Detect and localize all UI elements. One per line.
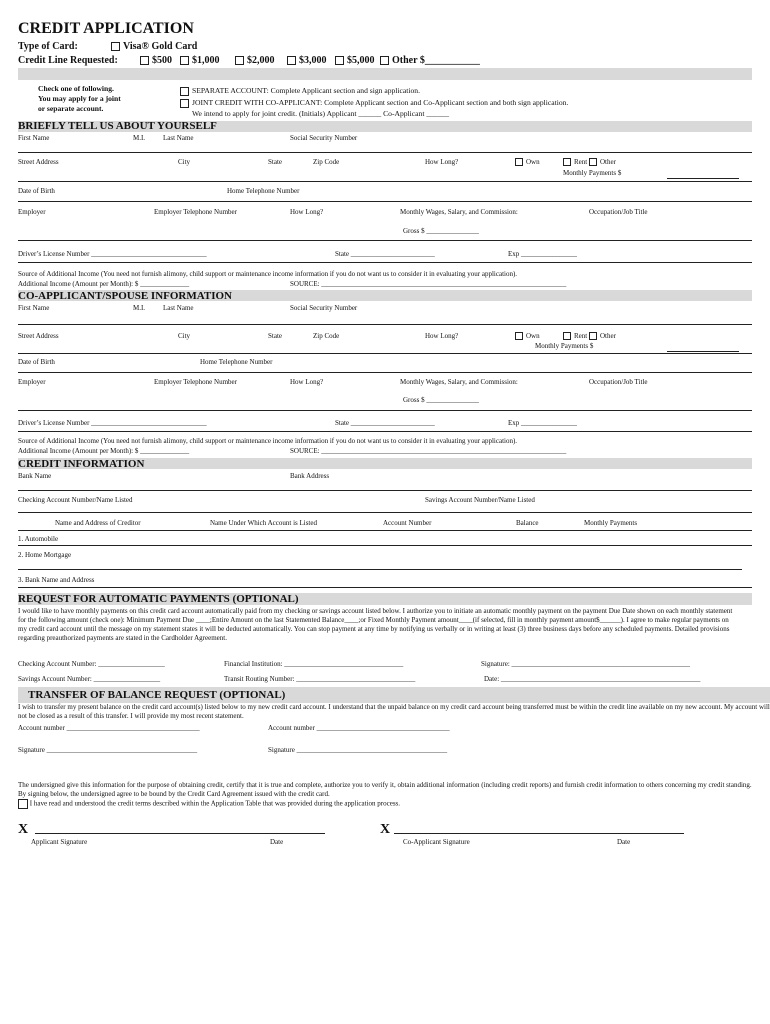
divider [18, 512, 752, 513]
applicant-signature-label: Applicant Signature [31, 838, 88, 846]
credit-row-1: 1. Automobile [18, 535, 59, 543]
rent-option[interactable]: Rent [563, 158, 587, 166]
divider [18, 262, 752, 263]
dob-label: Date of Birth [18, 187, 55, 195]
coapp-employer-label: Employer [18, 378, 46, 386]
autopay-date-field[interactable]: Date: _________________________________________________________ [484, 675, 701, 683]
coapp-home-phone-label: Home Telephone Number [200, 358, 273, 366]
employer-phone-label: Employer Telephone Number [154, 208, 237, 216]
coapp-additional-source-text: Source of Additional Income (You need not furnish alimony, child support or maintenance income information if you do not want us to consider it in evaluating your application). [18, 437, 518, 445]
credit-line-label: Credit Line Requested: [18, 55, 118, 66]
coapp-exp-field[interactable]: Exp ________________ [508, 419, 578, 427]
divider [18, 152, 752, 153]
coapp-date-label: Date [617, 838, 631, 846]
acknowledgement-option[interactable]: I have read and understood the credit terms described within the Application Table that was provided during the application process. [18, 799, 400, 809]
transfer-account-2[interactable]: Account number ______________________________________ [268, 724, 450, 732]
coapp-zip-label: Zip Code [313, 332, 340, 340]
coapp-other-option[interactable]: Other [589, 332, 616, 340]
state-label: State [268, 158, 282, 166]
last-name-label: Last Name [163, 134, 194, 142]
divider [18, 545, 752, 546]
credit-line-2000[interactable]: $2,000 [235, 55, 275, 66]
joint-intend-text: We intend to apply for joint credit. (Initials) Applicant ______ Co-Applicant ______ [192, 109, 450, 118]
divider [18, 372, 752, 373]
monthly-payments-label: Monthly Payments $ [563, 169, 622, 177]
how-long-label: How Long? [425, 158, 459, 166]
monthly-wages-label: Monthly Wages, Salary, and Commission: [400, 208, 518, 216]
divider [18, 353, 752, 354]
occupation-label: Occupation/Job Title [589, 208, 648, 216]
credit-line-5000[interactable]: $5,000 [335, 55, 375, 66]
coapp-gross-field[interactable]: Gross $ _______________ [403, 396, 479, 404]
coapp-x-mark: X [380, 822, 391, 837]
page-title: CREDIT APPLICATION [18, 20, 194, 37]
employer-label: Employer [18, 208, 46, 216]
credit-header: CREDIT INFORMATION [18, 458, 145, 470]
col-creditor: Name and Address of Creditor [55, 519, 141, 527]
acknowledgement-checkbox[interactable] [18, 799, 28, 809]
own-option[interactable]: Own [515, 158, 540, 166]
col-name-listed: Name Under Which Account is Listed [210, 519, 317, 527]
coapp-rent-option[interactable]: Rent [563, 332, 587, 340]
additional-source-text: Source of Additional Income (You need not furnish alimony, child support or maintenance income information if you do not want us to consider it in evaluating your application). [18, 270, 518, 278]
how-long-employer-label: How Long? [290, 208, 324, 216]
joint-account-option[interactable]: JOINT CREDIT WITH CO-APPLICANT: Complete Applicant section and Co-Applicant section and both sign application. [180, 98, 568, 108]
autopay-institution-field[interactable]: Financial Institution: __________________________________ [224, 660, 404, 668]
autopay-routing-field[interactable]: Transit Routing Number: __________________________________ [224, 675, 416, 683]
coapp-first-name-label: First Name [18, 304, 50, 312]
coapp-last-name-label: Last Name [163, 304, 194, 312]
coapp-street-label: Street Address [18, 332, 59, 340]
coapp-how-long-employer-label: How Long? [290, 378, 324, 386]
transfer-signature-2[interactable]: Signature ___________________________________________ [268, 746, 448, 754]
credit-line-500[interactable]: $500 [140, 55, 172, 66]
ssn-label: Social Security Number [290, 134, 358, 142]
credit-line-other[interactable]: Other $___________ [380, 55, 480, 66]
first-name-label: First Name [18, 134, 50, 142]
coapp-city-label: City [178, 332, 191, 340]
section-band [18, 68, 752, 80]
city-label: City [178, 158, 191, 166]
transfer-signature-1[interactable]: Signature ___________________________________________ [18, 746, 198, 754]
street-label: Street Address [18, 158, 59, 166]
divider [18, 240, 752, 241]
coapp-state-label: State [268, 332, 282, 340]
other-option[interactable]: Other [589, 158, 616, 166]
col-account-number: Account Number [383, 519, 432, 527]
autopay-savings-field[interactable]: Savings Account Number: ___________________ [18, 675, 161, 683]
applicant-date-label: Date [270, 838, 284, 846]
divider [18, 431, 752, 432]
card-type-option[interactable]: Visa® Gold Card [111, 41, 197, 52]
divider [18, 410, 752, 411]
coapp-signature-label: Co-Applicant Signature [403, 838, 470, 846]
certification-text: The undersigned give this information for the purpose of obtaining credit, certify that it is true and complete, authorize you to verify it, obtain additional information (including credit reports) and furnish credit information to others concerning my credit standing. By signing below, the undersigned agree to be bound by the Credit Card Agreement issued with the credit card. [18, 781, 752, 798]
additional-income-field[interactable]: Additional Income (Amount per Month): $ ______________ [18, 280, 190, 288]
transfer-header: TRANSFER OF BALANCE REQUEST (OPTIONAL) [28, 689, 286, 701]
separate-account-option[interactable]: SEPARATE ACCOUNT: Complete Applicant section and sign application. [180, 86, 420, 96]
card-type-label: Type of Card: [18, 41, 78, 52]
coapp-mi-label: M.I. [133, 304, 146, 312]
mi-label: M.I. [133, 134, 146, 142]
col-monthly-payments: Monthly Payments [584, 519, 638, 527]
applicant-x-mark: X [18, 822, 29, 837]
coapp-monthly-payments-line [667, 351, 739, 352]
divider [18, 530, 752, 531]
coapp-drivers-license-field[interactable]: Driver’s License Number _________________________________ [18, 419, 207, 427]
coapp-dob-label: Date of Birth [18, 358, 55, 366]
coapp-monthly-wages-label: Monthly Wages, Salary, and Commission: [400, 378, 518, 386]
zip-label: Zip Code [313, 158, 340, 166]
gross-field[interactable]: Gross $ _______________ [403, 227, 479, 235]
col-balance: Balance [516, 519, 539, 527]
divider [18, 324, 752, 325]
credit-line-3000[interactable]: $3,000 [287, 55, 327, 66]
autopay-text: I would like to have monthly payments on this credit card account automatically paid from my checking or savings account listed below. I authorize you to initiate an automatic monthly payment on the payment Due Date shown on each monthly statement for the following amount (check one): Minimum Payment Due ____;Entire Amount on the last Statemented Balance____;or Fixed Monthly Payment amount____(if selected, fill in monthly payment amount$______). I agree to make regular payments on my credit card account until the message on my statement states it will be deducted automatically. You can stop payment at any time by notifying us verbally or in writing at least (3) three business days before any scheduled payments. Detailed provisions regarding preauthorized payments are stated in the Cardholder Agreement. [18, 607, 733, 642]
source-field[interactable]: SOURCE: ______________________________________________________________________ [290, 280, 567, 288]
credit-row-3: 3. Bank Name and Address [18, 576, 95, 584]
divider [18, 201, 752, 202]
coapp-ssn-label: Social Security Number [290, 304, 358, 312]
divider [18, 587, 752, 588]
coapp-source-field[interactable]: SOURCE: ______________________________________________________________________ [290, 447, 567, 455]
coapp-occupation-label: Occupation/Job Title [589, 378, 648, 386]
transfer-account-1[interactable]: Account number ______________________________________ [18, 724, 200, 732]
home-phone-label: Home Telephone Number [227, 187, 300, 195]
instruction-2: You may apply for a joint [38, 94, 121, 103]
transfer-text: I wish to transfer my present balance on the credit card account(s) listed below to my new credit card account. I understand that the unpaid balance on my credit card account being transferred must be within the credit line available on my new account. My account will not be closed as a result of this transfer. I will provide my most recent statement. [18, 703, 770, 720]
coapp-how-long-label: How Long? [425, 332, 459, 340]
drivers-license-field[interactable]: Driver’s License Number _________________________________ [18, 250, 207, 258]
coapp-monthly-payments-label: Monthly Payments $ [535, 342, 594, 350]
autopay-checking-field[interactable]: Checking Account Number: ___________________ [18, 660, 165, 668]
credit-row-2: 2. Home Mortgage [18, 551, 72, 559]
instruction-1: Check one of following. [38, 84, 114, 93]
credit-line-1000[interactable]: $1,000 [180, 55, 220, 66]
checking-label: Checking Account Number/Name Listed [18, 496, 133, 504]
autopay-header: REQUEST FOR AUTOMATIC PAYMENTS (OPTIONAL) [18, 593, 299, 605]
monthly-payments-line [667, 178, 739, 179]
coapp-header: CO-APPLICANT/SPOUSE INFORMATION [18, 290, 233, 302]
coapp-employer-phone-label: Employer Telephone Number [154, 378, 237, 386]
autopay-signature-field[interactable]: Signature: ___________________________________________________ [481, 660, 691, 668]
exp-field[interactable]: Exp ________________ [508, 250, 578, 258]
applicant-signature-line[interactable] [35, 833, 325, 834]
coapp-own-option[interactable]: Own [515, 332, 540, 340]
savings-label: Savings Account Number/Name Listed [425, 496, 535, 504]
divider [18, 490, 752, 491]
coapp-additional-income-field[interactable]: Additional Income (Amount per Month): $ ______________ [18, 447, 190, 455]
bank-address-label: Bank Address [290, 472, 330, 480]
dl-state-field[interactable]: State ________________________ [335, 250, 435, 258]
about-header: BRIEFLY TELL US ABOUT YOURSELF [18, 120, 217, 132]
bank-name-label: Bank Name [18, 472, 52, 480]
coapp-dl-state-field[interactable]: State ________________________ [335, 419, 435, 427]
coapp-signature-line[interactable] [394, 833, 684, 834]
instruction-3: or separate account. [38, 104, 104, 113]
divider [18, 569, 742, 570]
checkbox[interactable] [111, 42, 120, 51]
divider [18, 181, 752, 182]
